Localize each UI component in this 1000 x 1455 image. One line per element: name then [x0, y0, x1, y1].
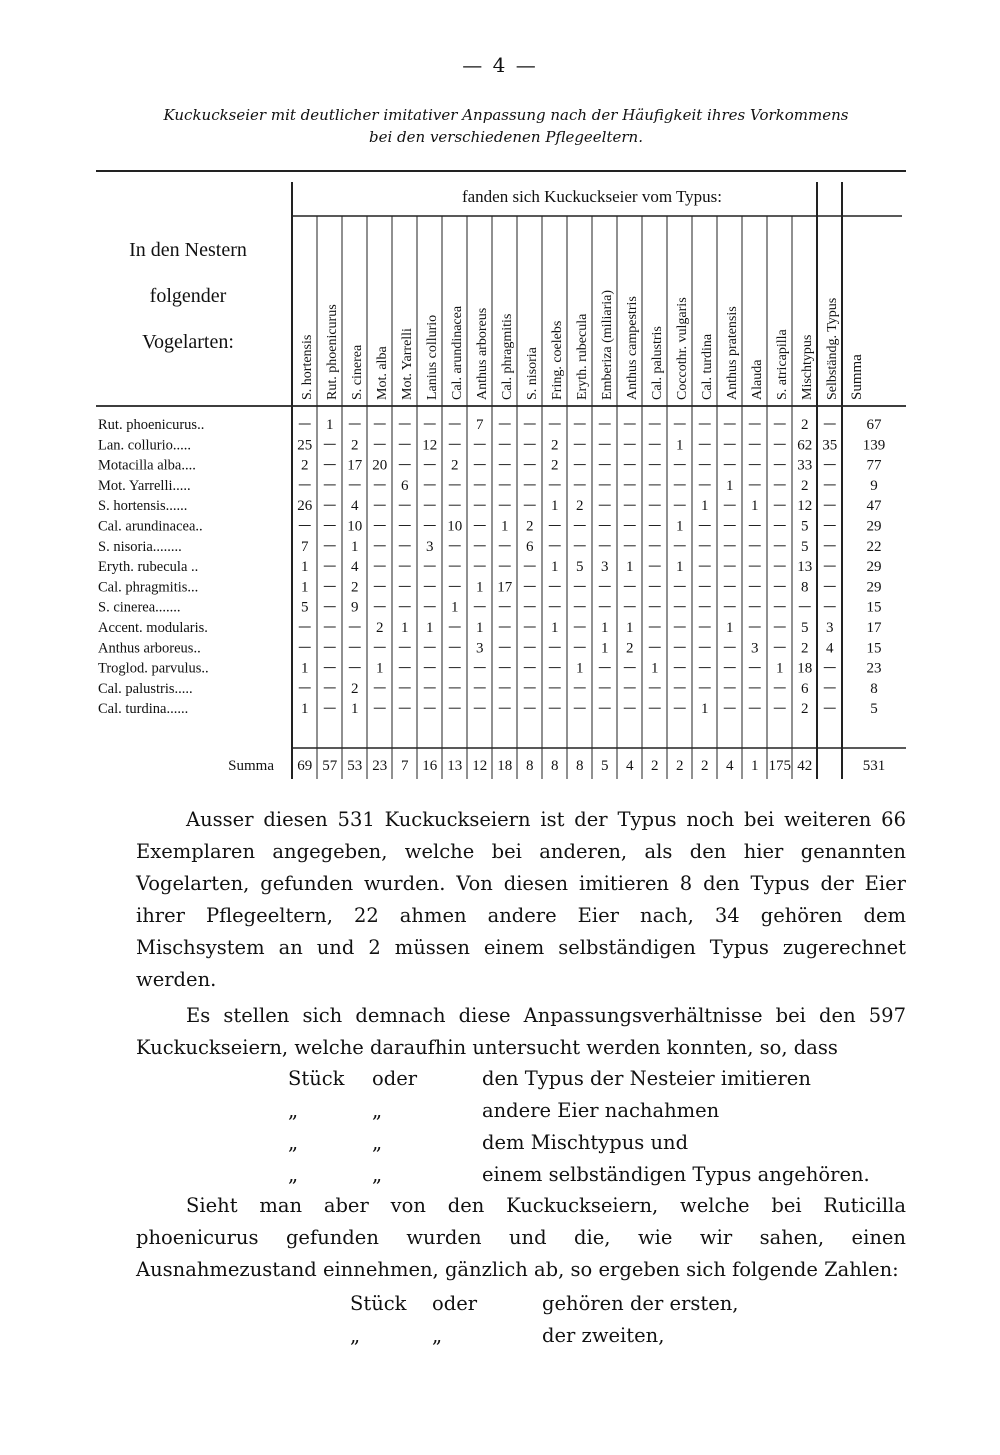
cell-value: 5 — [301, 599, 309, 616]
cell-value: 3 — [826, 620, 834, 636]
cell-value: 1 — [476, 579, 484, 596]
paragraph-1 — [136, 804, 906, 996]
cell-value: 2 — [451, 457, 459, 474]
cell-value: 1 — [676, 437, 684, 454]
total-value: 8 — [526, 758, 534, 774]
row-sum: 29 — [866, 579, 882, 596]
cell-value: 2 — [801, 477, 809, 494]
cell-value: 9 — [351, 599, 359, 616]
row-sum: 9 — [870, 477, 878, 494]
total-value: 8 — [576, 758, 584, 774]
cell-value: 4 — [351, 559, 359, 576]
cell-value: 2 — [551, 437, 559, 454]
cell-value: 2 — [526, 518, 534, 535]
cell-value: 1 — [676, 559, 684, 576]
total-value: 1 — [751, 758, 759, 774]
cell-value: 35 — [822, 437, 838, 454]
total-value: 57 — [322, 758, 338, 774]
cell-value: 12 — [422, 437, 438, 454]
row-header-line: folgender — [149, 285, 227, 307]
cell-value: 1 — [351, 701, 359, 718]
row-label: Mot. Yarrelli..... — [98, 477, 191, 494]
stats-desc: der zweiten, — [542, 1324, 665, 1347]
column-label-3: Mot. alba — [374, 346, 390, 400]
row-label: Anthus arboreus.. — [98, 640, 201, 657]
cell-value: 3 — [426, 538, 434, 555]
cell-value: 1 — [401, 620, 409, 636]
column-label-4: Mot. Yarrelli — [399, 328, 415, 400]
stats-unit: Stück — [350, 1292, 407, 1315]
cell-value: 62 — [797, 437, 813, 454]
row-label: Motacilla alba.... — [98, 457, 196, 474]
total-value: 5 — [601, 758, 609, 774]
total-value: 7 — [401, 758, 409, 774]
column-label-1: Rut. phoenicurus — [324, 304, 340, 400]
cell-value: 1 — [626, 559, 634, 576]
cell-value: 8 — [801, 579, 809, 596]
row-sum: 47 — [866, 498, 882, 515]
cell-value: 1 — [601, 620, 609, 636]
total-value: 69 — [297, 758, 313, 774]
cell-value: 1 — [701, 701, 709, 718]
caption-line-1: Kuckuckseier mit deutlicher imitativer Anpassung nach der Häufigkeit ihres Vorkommens — [163, 106, 849, 124]
cell-value: 2 — [376, 620, 384, 636]
cell-value: 1 — [301, 701, 309, 718]
row-label: S. nisoria........ — [98, 538, 182, 555]
row-label: Cal. phragmitis... — [98, 579, 199, 596]
cell-value: 1 — [551, 559, 559, 576]
total-value: 2 — [676, 758, 684, 774]
cell-value: 3 — [476, 640, 484, 657]
column-label-14: Cal. palustris — [649, 326, 665, 400]
cell-value: 1 — [351, 538, 359, 555]
stats-oder: „ — [372, 1099, 383, 1122]
row-sum: 139 — [862, 437, 886, 454]
row-sum: 15 — [866, 599, 882, 616]
stats-unit: Stück — [288, 1067, 345, 1090]
cell-value: 1 — [501, 518, 509, 535]
cell-value: 1 — [376, 660, 384, 677]
total-value: 2 — [701, 758, 709, 774]
column-label-15: Coccothr. vulgaris — [674, 297, 690, 400]
total-value: 18 — [497, 758, 513, 774]
total-value: 13 — [447, 758, 463, 774]
cell-value: 25 — [297, 437, 313, 454]
stats-unit: „ — [288, 1131, 299, 1154]
row-header-line: In den Nestern — [129, 239, 247, 261]
stats-desc: einem selbständigen Typus angehören. — [482, 1163, 870, 1186]
cell-value: 12 — [797, 498, 813, 515]
cell-value: 2 — [801, 640, 809, 657]
caption-line-2: bei den verschiedenen Pflegeeltern. — [369, 128, 643, 146]
cell-value: 2 — [576, 498, 584, 515]
column-label-19: S. atricapilla — [774, 329, 790, 400]
cell-value: 2 — [351, 680, 359, 697]
cell-value: 5 — [801, 620, 809, 636]
row-label: Cal. turdina...... — [98, 701, 189, 718]
total-value: 4 — [626, 758, 634, 774]
stats-oder: „ — [372, 1131, 383, 1154]
cell-value: 1 — [476, 620, 484, 636]
cell-value: 10 — [447, 518, 463, 535]
cell-value: 1 — [676, 518, 684, 535]
row-label: Troglod. parvulus.. — [98, 660, 209, 677]
cell-value: 6 — [526, 538, 534, 555]
cell-value: 1 — [326, 417, 334, 433]
cell-value: 1 — [726, 620, 734, 636]
column-label-6: Cal. arundinacea — [449, 305, 465, 400]
paragraph-2-text: Es stellen sich demnach diese Anpassungsverhältnisse bei den 597 Kuckuckseiern, welche daraufhin untersucht werden konnten, so, dass — [136, 1004, 906, 1059]
column-label-20: Mischtypus — [799, 334, 815, 400]
group-header: fanden sich Kuckuckseier vom Typus: — [461, 187, 723, 206]
total-value: 23 — [372, 758, 388, 774]
row-sum: 22 — [866, 538, 882, 555]
column-label-17: Anthus pratensis — [724, 306, 740, 400]
stats-oder: oder — [432, 1292, 478, 1315]
paragraph-3 — [136, 1190, 906, 1286]
cell-value: 7 — [476, 417, 484, 433]
cell-value: 1 — [551, 498, 559, 515]
table-caption — [96, 104, 916, 148]
cell-value: 2 — [801, 701, 809, 718]
cell-value: 1 — [701, 498, 709, 515]
column-label-9: S. nisoria — [524, 347, 540, 400]
total-value: 175 — [768, 758, 791, 774]
row-sum: 23 — [866, 660, 882, 677]
cell-value: 10 — [347, 518, 363, 535]
cell-value: 1 — [451, 599, 459, 616]
cell-value: 2 — [626, 640, 634, 657]
cell-value: 1 — [301, 559, 309, 576]
paragraph-2 — [136, 1000, 906, 1064]
total-value: 8 — [551, 758, 559, 774]
row-label: Rut. phoenicurus.. — [98, 417, 205, 433]
row-sum: 29 — [866, 518, 882, 535]
row-header-line: Vogelarten: — [142, 331, 234, 353]
stats-unit: „ — [350, 1324, 361, 1347]
cell-value: 33 — [797, 457, 813, 474]
paragraph-3-text: Sieht man aber von den Kuckuckseiern, welche bei Ruticilla phoenicurus gefunden wurden und die, wie wir sahen, einen Ausnahmezustand einnehmen, gänzlich ab, so ergeben sich folgende Zahlen: — [136, 1194, 906, 1281]
cell-value: 2 — [351, 579, 359, 596]
cell-value: 4 — [826, 640, 834, 657]
cell-value: 1 — [576, 660, 584, 677]
cell-value: 1 — [751, 498, 759, 515]
cell-value: 7 — [301, 538, 309, 555]
cell-value: 1 — [426, 620, 434, 636]
cell-value: 3 — [601, 559, 609, 576]
cell-value: 4 — [351, 498, 359, 515]
cell-value: 1 — [301, 579, 309, 596]
column-label-7: Anthus arboreus — [474, 307, 490, 400]
cell-value: 17 — [347, 457, 363, 474]
column-label-8: Cal. phragmitis — [499, 313, 515, 400]
row-label: S. hortensis...... — [98, 498, 188, 515]
column-label-13: Anthus campestris — [624, 296, 640, 400]
row-sum: 17 — [866, 620, 882, 636]
stats-oder: „ — [372, 1163, 383, 1186]
column-label-12: Emberiza (miliaria) — [599, 290, 615, 400]
column-label-21: Selbständg. Typus — [824, 297, 840, 400]
column-label-10: Fring. coelebs — [549, 320, 565, 400]
total-value: 2 — [651, 758, 659, 774]
row-label: Cal. palustris..... — [98, 680, 193, 697]
cell-value: 5 — [801, 518, 809, 535]
stats-desc: gehören der ersten, — [542, 1292, 739, 1315]
top-rule — [96, 170, 906, 172]
total-value: 16 — [422, 758, 438, 774]
cell-value: 1 — [651, 660, 659, 677]
total-value: 53 — [347, 758, 363, 774]
total-value: 4 — [726, 758, 734, 774]
row-label: Accent. modularis. — [98, 620, 208, 636]
cell-value: 2 — [551, 457, 559, 474]
cell-value: 17 — [497, 579, 513, 596]
column-label-5: Lanius collurio — [424, 314, 440, 400]
cell-value: 2 — [351, 437, 359, 454]
column-label-0: S. hortensis — [299, 334, 315, 400]
cell-value: 13 — [797, 559, 813, 576]
total-value: 12 — [472, 758, 488, 774]
cell-value: 5 — [576, 559, 584, 576]
total-value: 42 — [797, 758, 813, 774]
stats-desc: andere Eier nachahmen — [482, 1099, 720, 1122]
cell-value: 2 — [301, 457, 309, 474]
cell-value: 5 — [801, 538, 809, 555]
column-label-16: Cal. turdina — [699, 333, 715, 400]
stats-unit: „ — [288, 1099, 299, 1122]
cell-value: 1 — [601, 640, 609, 657]
cell-value: 20 — [372, 457, 388, 474]
cell-value: 6 — [801, 680, 809, 697]
row-sum: 8 — [870, 680, 878, 697]
column-label-18: Alauda — [749, 359, 765, 400]
column-label-11: Eryth. rubecula — [574, 313, 590, 400]
page-number: — 4 — — [462, 53, 538, 77]
stats-oder: „ — [432, 1324, 443, 1347]
row-label: S. cinerea....... — [98, 599, 181, 616]
cell-value: 18 — [797, 660, 813, 677]
cell-value: 6 — [401, 477, 409, 494]
row-sum: 15 — [866, 640, 882, 657]
row-label: Lan. collurio..... — [98, 437, 192, 454]
cell-value: 1 — [776, 660, 784, 677]
cell-value: 1 — [726, 477, 734, 494]
column-label-2: S. cinerea — [349, 344, 365, 400]
paragraph-1-text: Ausser diesen 531 Kuckuckseiern ist der Typus noch bei weiteren 66 Exemplaren angegeben, welche bei anderen, als den hier genannten Vogelarten, gefunden wurden. Von diesen imitieren 8 den Typus der Eier ihrer Pflegeeltern, 22 ahmen andere Eier nach, 34 gehören dem Mischsystem an und 2 müssen einem selbständigen Typus zugerechnet werden. — [136, 808, 906, 991]
stats-desc: den Typus der Nesteier imitieren — [482, 1067, 811, 1090]
row-sum: 5 — [870, 701, 878, 718]
cell-value: 1 — [551, 620, 559, 636]
cuckoo-egg-table — [96, 174, 906, 784]
column-label-22: Summa — [848, 354, 865, 400]
cell-value: 2 — [801, 417, 809, 433]
cell-value: 3 — [751, 640, 759, 657]
stats-desc: dem Mischtypus und — [482, 1131, 689, 1154]
stats-unit: „ — [288, 1163, 299, 1186]
summa-label: Summa — [228, 758, 274, 774]
row-label: Eryth. rubecula .. — [98, 559, 199, 576]
stats-oder: oder — [372, 1067, 418, 1090]
cell-value: 1 — [626, 620, 634, 636]
cell-value: 1 — [301, 660, 309, 677]
row-sum: 29 — [866, 559, 882, 576]
row-sum: 77 — [866, 457, 882, 474]
total-sum: 531 — [862, 758, 886, 774]
cell-value: 26 — [297, 498, 313, 515]
row-sum: 67 — [866, 417, 882, 433]
row-label: Cal. arundinacea.. — [98, 518, 203, 535]
